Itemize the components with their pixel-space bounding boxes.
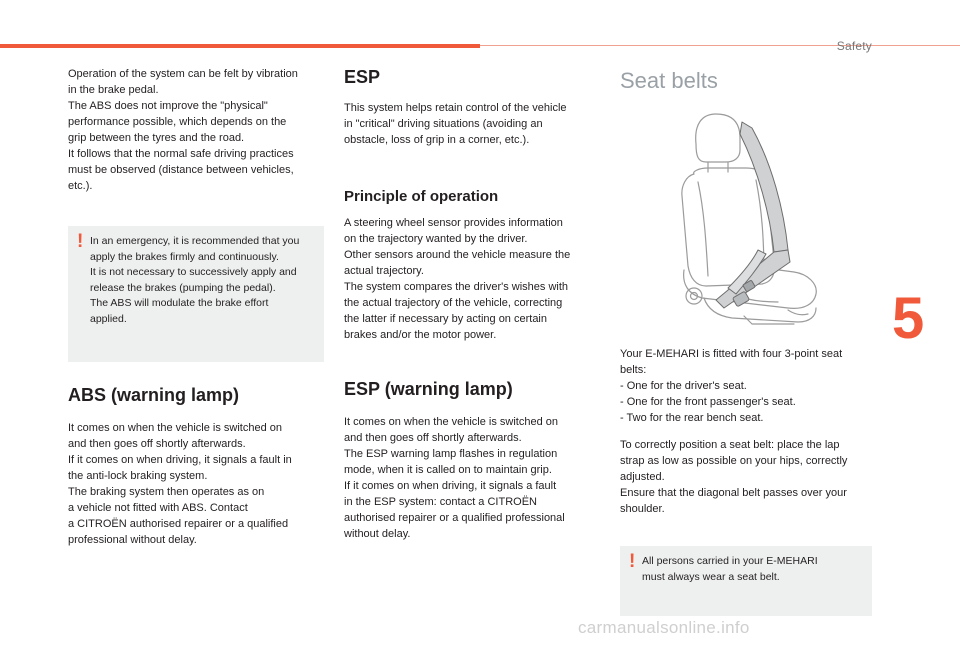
column-seat-belts (620, 66, 876, 616)
esp-warning-lamp-heading: ESP (warning lamp) (344, 379, 513, 399)
abs-intro-text: Operation of the system can be felt by vibration in the brake pedal. The ABS does not improve the "physical" performance possible, which depends on the grip between the tyres and the road. It follows that the normal safe driving practices must be observed (distance between vehicles, etc.). (68, 68, 298, 192)
column-abs (68, 66, 324, 548)
section-label: Safety (836, 39, 872, 53)
column-esp (344, 66, 594, 542)
header-rule (480, 45, 960, 46)
header-accent-bar (0, 44, 480, 48)
principle-text: A steering wheel sensor provides information on the trajectory wanted by the driver. Other sensors around the vehicle measure the actual trajectory. The system compares the driver's wishes with the actual trajectory of the vehicle, correcting the latter if necessary by acting on certain brakes and/or the motor power. (344, 217, 571, 341)
abs-warning-lamp-heading: ABS (warning lamp) (68, 385, 240, 405)
warning-icon: ! (77, 231, 84, 252)
seat-belts-heading: Seat belts (620, 68, 718, 93)
warning-icon: ! (629, 551, 636, 572)
esp-heading: ESP (344, 67, 381, 87)
abs-warning-box (68, 226, 324, 362)
seat-belt-illustration (648, 110, 848, 332)
seat-belt-warning-text: All persons carried in your E-MEHARI must always wear a seat belt. (642, 555, 818, 583)
esp-warning-lamp-text: It comes on when the vehicle is switched on and then goes off shortly afterwards. The ESP warning lamp flashes in regulation mode, when it is called on to maintain grip. If it comes on when driving, it signals a fault in the ESP system: contact a CITROËN authorised repairer or a qualified professional without delay. (344, 416, 565, 540)
abs-warning-text: In an emergency, it is recommended that you apply the brakes firmly and continuously. It is not necessary to successively apply and release the brakes (pumping the pedal). The ABS will modulate the brake effort applied. (90, 235, 300, 325)
principle-heading: Principle of operation (344, 188, 499, 205)
esp-intro-text: This system helps retain control of the vehicle in "critical" driving situations (avoiding an obstacle, loss of grip in a corner, etc.). (344, 102, 567, 146)
seat-belts-fitted-text: Your E-MEHARI is fitted with four 3-point seat belts: - One for the driver's seat. - One for the front passenger's seat. - Two for the rear bench seat. (620, 348, 843, 424)
watermark: carmanualsonline.info (578, 618, 750, 637)
abs-warning-lamp-text: It comes on when the vehicle is switched on and then goes off shortly afterwards. If it comes on when driving, it signals a fault in the anti-lock braking system. The braking system then operates as on a vehicle not fitted with ABS. Contact a CITROËN authorised repairer or a qualified professional without delay. (68, 422, 292, 546)
seat-belts-position-text: To correctly position a seat belt: place the lap strap as low as possible on your hips, correctly adjusted. Ensure that the diagonal belt passes over your shoulder. (620, 439, 848, 515)
chapter-number: 5 (892, 286, 925, 351)
seat-belt-warning-box (620, 546, 872, 616)
